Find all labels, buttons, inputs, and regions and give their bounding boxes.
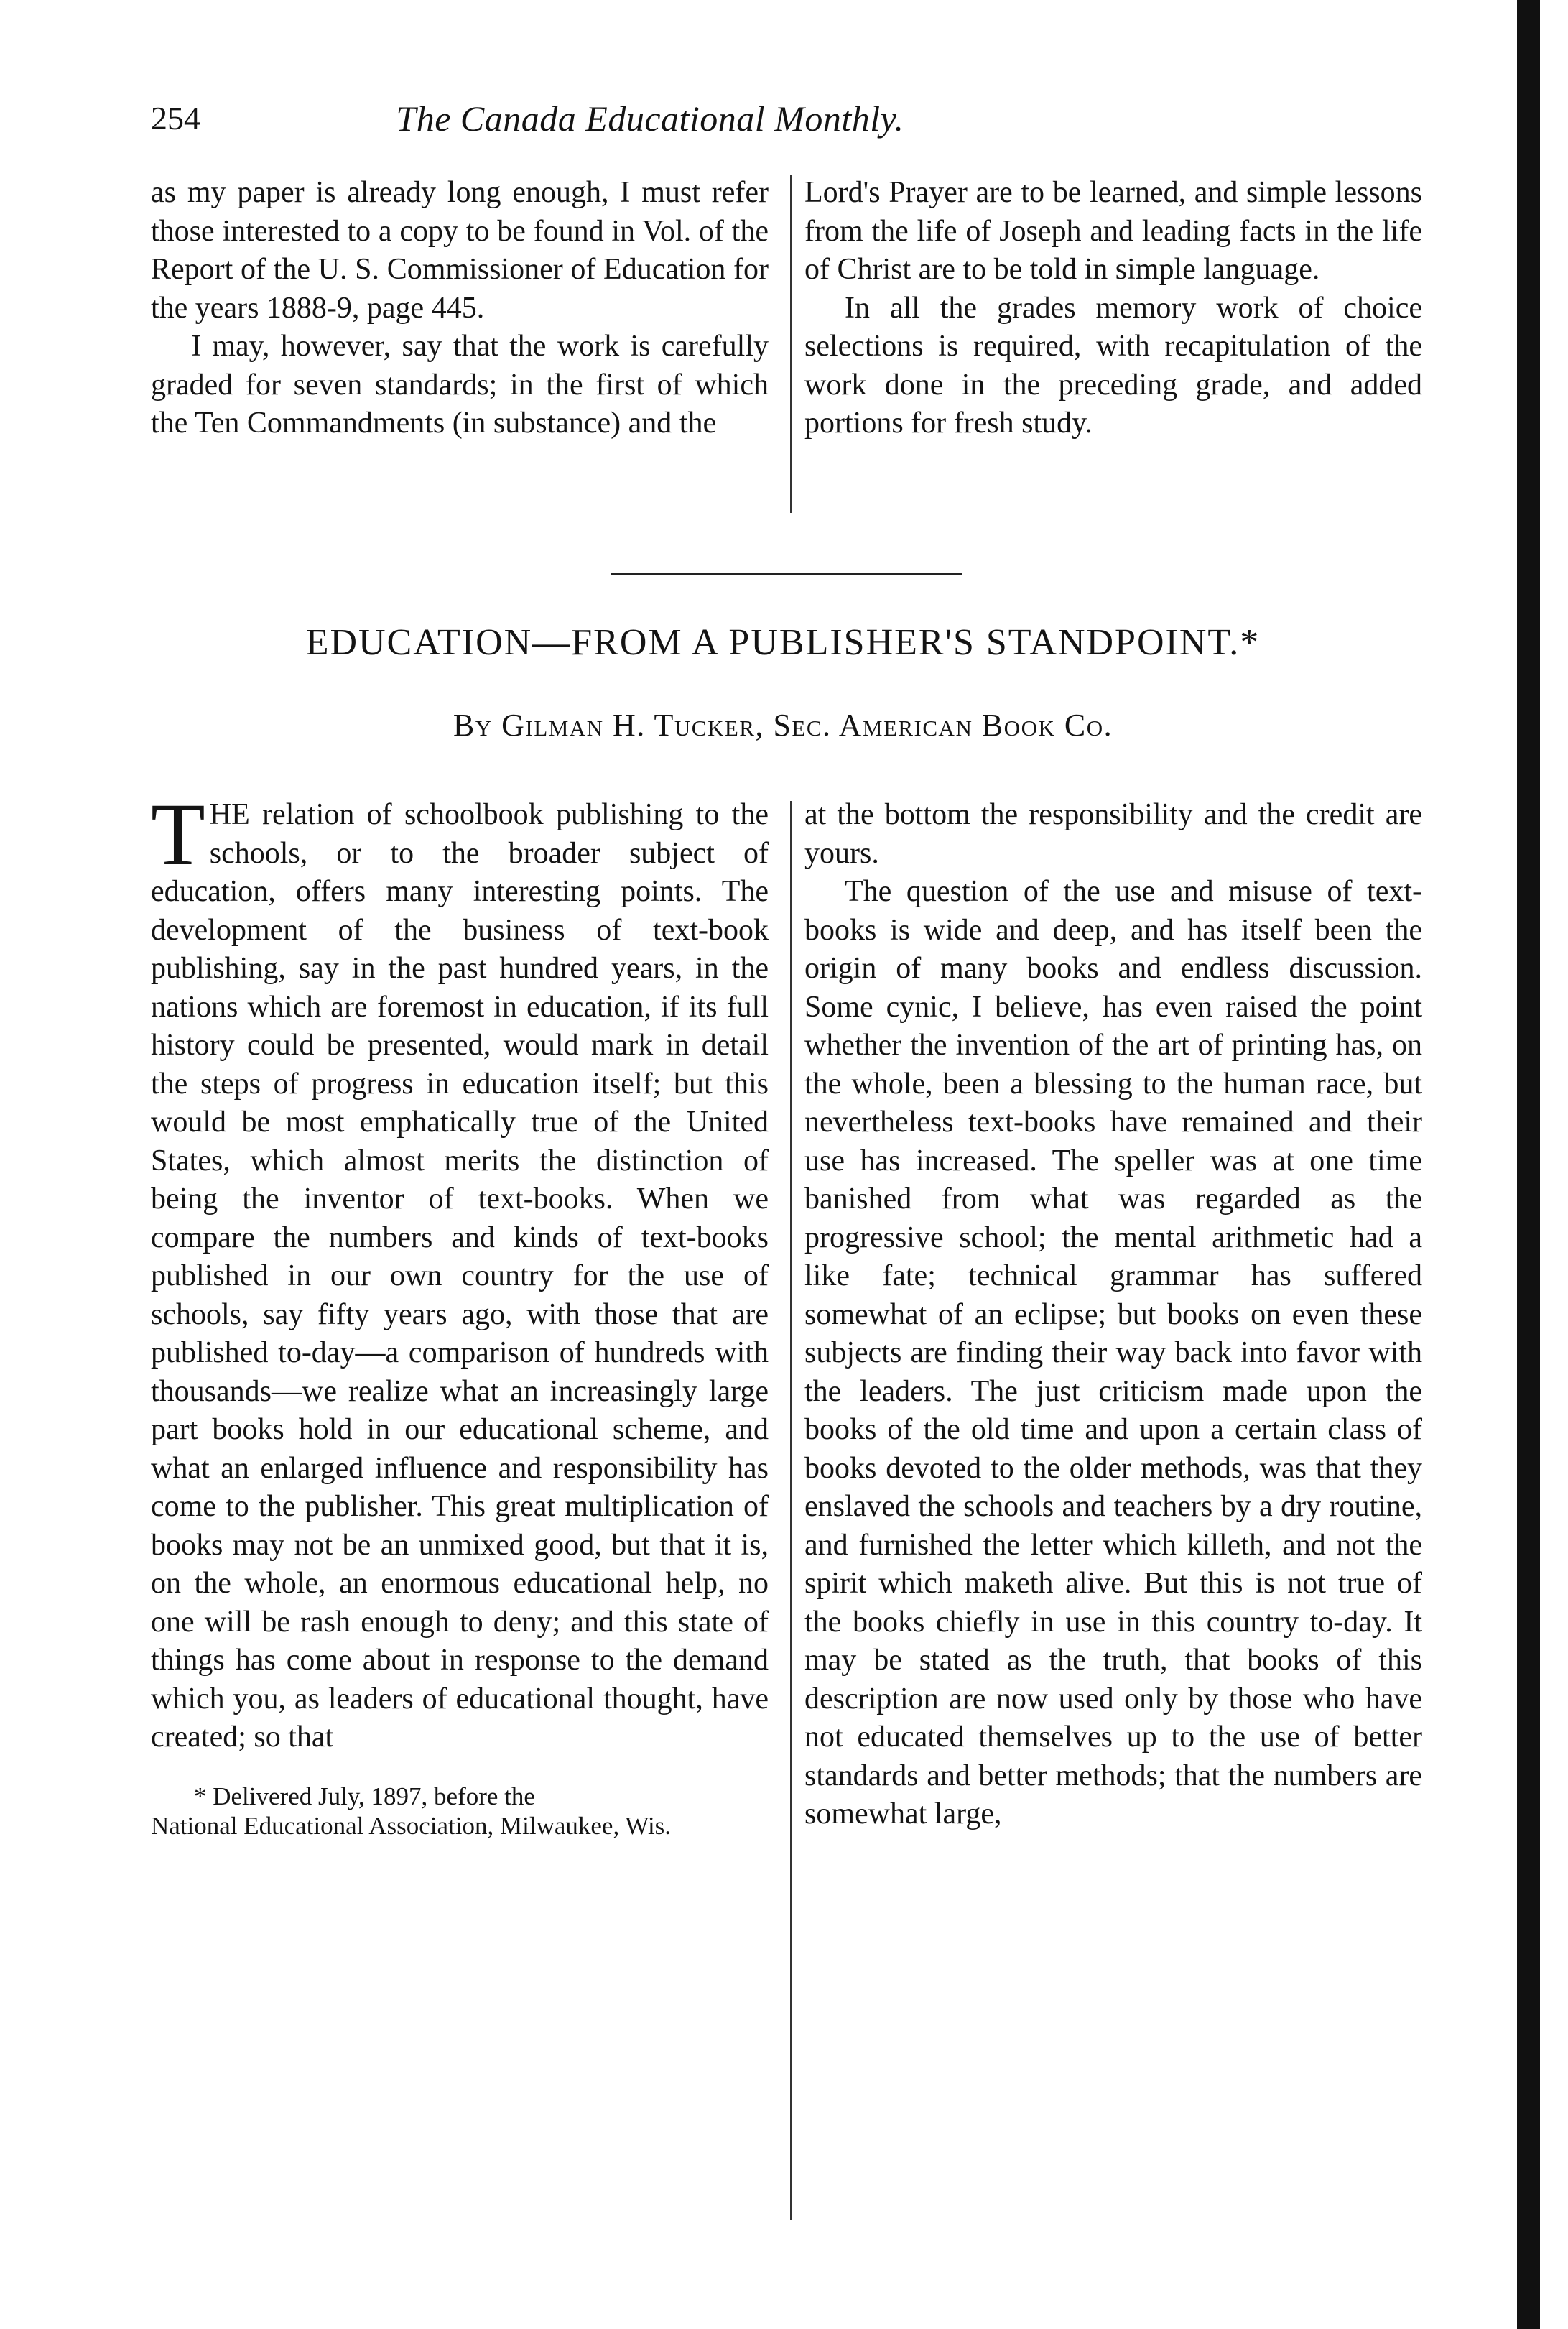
paragraph-text: HE relation of schoolbook publishing to the schools, or to the broader subject of education, offers many interesting points. The development of the business of text-book publishing, say in the past hundred years, in the nations which are foremost in education, if its full history could be presented, would mark in detail the steps of progress in education itself; but this would be most emphatically true of the United States, which almost merits the distinction of being the inventor of text-books. When we compare the numbers and kinds of text-books published in our own country for the use of schools, say fifty years ago, with those that are published to-day—a comparison of hundreds with thousands—we realize what an increasingly large part books hold in our educational scheme, and what an enlarged influence and responsibility has come to the publisher. This great multiplication of books may not be an unmixed good, but that it is, on the whole, an enormous educational help, no one will be rash enough to deny; and this state of things has come about in response to the demand which you, as leaders of educational thought, have created; so that [151,798,769,1754]
journal-title: The Canada Educational Monthly. [396,98,904,139]
column-rule [790,175,792,513]
page-number: 254 [151,100,200,136]
footnote-line: National Educational Association, Milwaukee, Wis. [151,1811,672,1840]
paragraph: at the bottom the responsibility and the credit are yours. [804,798,1422,870]
top-left-column [151,174,769,443]
paragraph: The question of the use and misuse of text-books is wide and deep, and has itself been the origin of many books and endless discussion. Some cynic, I believe, has even raised the point whether the invention of the art of printing has, on the whole, been a blessing to the human race, but nevertheless text-books have remained and their use has increased. The speller was at one time banished from what was regarded as the progressive school; the mental arithmetic had a like fate; technical grammar has suffered somewhat of an eclipse; but books on even these subjects are finding their way back into favor with the leaders. The just criticism made upon the books of the old time and upon a certain class of books devoted to the older methods, was that they enslaved the schools and teachers by a dry routine, and furnished the letter which killeth, and not the spirit which maketh alive. But this is not true of the books chiefly in use in this country to-day. It may be stated as the truth, that books of this description are now used only by those who have not educated themselves up to the use of better standards and better methods; that the numbers are somewhat large, [804,875,1422,1830]
footnote-line: * Delivered July, 1897, before the [194,1782,535,1810]
drop-cap: T [151,785,205,884]
article-right-column [804,796,1422,1834]
top-right-column [804,174,1422,443]
footnote [151,1782,769,1840]
article-byline: By Gilman H. Tucker, Sec. American Book Co. [453,708,1113,743]
running-header [151,86,1149,151]
paragraph: as my paper is already long enough, I must refer those interested to a copy to be found in Vol. of the Report of the U. S. Commissioner of Education for the years 1888-9, page 445. [151,176,769,325]
paragraph: I may, however, say that the work is carefully graded for seven standards; in the first of which the Ten Commandments (in substance) and the [151,330,769,440]
page-edge-bar [1517,0,1540,2329]
paragraph [151,785,769,1757]
article-title: EDUCATION—FROM A PUBLISHER'S STANDPOINT.* [305,622,1261,663]
paragraph: Lord's Prayer are to be learned, and simple lessons from the life of Joseph and leading facts in the life of Christ are to be told in simple language. [804,176,1422,286]
column-rule [790,801,792,2220]
section-separator [611,573,962,575]
paragraph: In all the grades memory work of choice selections is required, with recapitulation of the work done in the preceding grade, and added portions for fresh study. [804,291,1422,440]
article-left-column [151,785,769,1840]
